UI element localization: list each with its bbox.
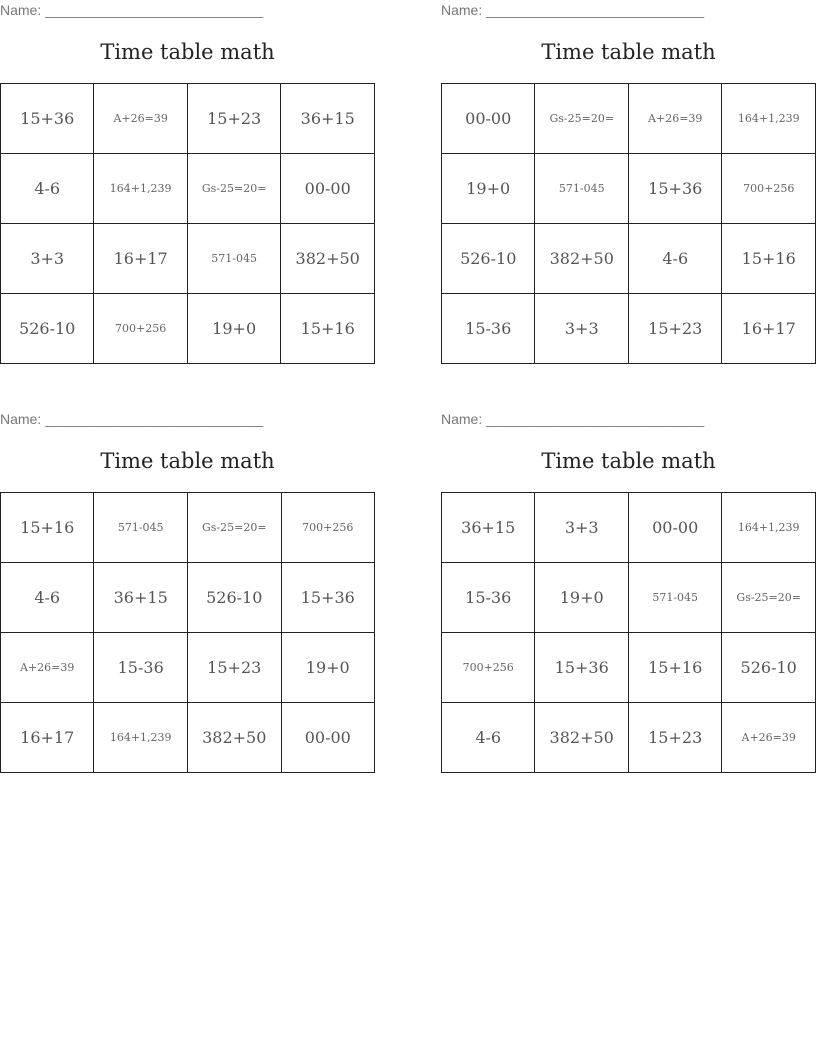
grid-cell: 700+256 — [281, 493, 374, 563]
grid-row — [1, 84, 375, 154]
grid-row — [442, 703, 816, 773]
grid-row — [442, 563, 816, 633]
worksheet-card-2 — [441, 0, 816, 338]
grid-cell: 15-36 — [94, 633, 188, 703]
grid-cell: 16+17 — [94, 224, 187, 294]
grid-cell: 15-36 — [442, 563, 535, 633]
grid-cell: 15+36 — [1, 84, 94, 154]
grid-cell: Gs-25=20= — [187, 154, 281, 224]
grid-row — [442, 224, 816, 294]
grid-cell: 19+0 — [442, 154, 535, 224]
grid-cell: 16+17 — [1, 703, 94, 773]
grid-cell: 164+1,239 — [722, 493, 816, 563]
worksheet-card-3 — [0, 409, 375, 747]
grid-row — [1, 224, 375, 294]
name-line: Name: ____________________________ — [441, 411, 705, 427]
grid-cell: 526-10 — [187, 563, 281, 633]
grid-cell: Gs-25=20= — [187, 493, 281, 563]
grid-cell: A+26=39 — [629, 84, 722, 154]
grid-cell: 571-045 — [535, 154, 629, 224]
grid-cell: 382+50 — [187, 703, 281, 773]
grid-cell: A+26=39 — [94, 84, 187, 154]
bingo-grid — [441, 492, 816, 773]
grid-cell: 526-10 — [442, 224, 535, 294]
worksheet-title: Time table math — [541, 40, 716, 64]
grid-row — [442, 84, 816, 154]
grid-cell: 571-045 — [94, 493, 188, 563]
grid-cell: 15+36 — [629, 154, 722, 224]
grid-cell: 00-00 — [628, 493, 721, 563]
grid-row — [442, 154, 816, 224]
grid-cell: 36+15 — [94, 563, 188, 633]
grid-cell: 15+16 — [281, 294, 375, 364]
grid-cell: 4-6 — [1, 154, 94, 224]
grid-cell: 571-045 — [187, 224, 281, 294]
grid-cell: 15+23 — [187, 633, 281, 703]
grid-cell: 15+16 — [628, 633, 721, 703]
grid-cell: 700+256 — [442, 633, 535, 703]
grid-cell: 3+3 — [535, 493, 629, 563]
grid-row — [1, 493, 375, 563]
bingo-grid — [0, 83, 375, 364]
grid-row — [1, 703, 375, 773]
grid-cell: 4-6 — [629, 224, 722, 294]
grid-cell: 382+50 — [535, 703, 629, 773]
worksheet-title: Time table math — [541, 449, 716, 473]
grid-row — [442, 633, 816, 703]
name-line: Name: ____________________________ — [0, 411, 264, 427]
grid-cell: 700+256 — [94, 294, 187, 364]
grid-cell: 36+15 — [442, 493, 535, 563]
grid-cell: 3+3 — [1, 224, 94, 294]
grid-cell: 15+16 — [1, 493, 94, 563]
bingo-grid — [441, 83, 816, 364]
grid-cell: 164+1,239 — [94, 154, 187, 224]
grid-row — [1, 154, 375, 224]
grid-row — [1, 563, 375, 633]
grid-cell: Gs-25=20= — [722, 563, 816, 633]
grid-cell: 19+0 — [187, 294, 281, 364]
grid-cell: 526-10 — [1, 294, 94, 364]
grid-cell: 382+50 — [535, 224, 629, 294]
grid-cell: 700+256 — [722, 154, 816, 224]
worksheet-card-4 — [441, 409, 816, 747]
worksheet-card-1 — [0, 0, 375, 338]
grid-cell: 4-6 — [1, 563, 94, 633]
grid-cell: 15+16 — [722, 224, 816, 294]
name-line: Name: ____________________________ — [441, 2, 705, 18]
grid-cell: 164+1,239 — [94, 703, 188, 773]
grid-cell: 15+23 — [187, 84, 281, 154]
name-line: Name: ____________________________ — [0, 2, 264, 18]
grid-row — [1, 633, 375, 703]
grid-cell: 00-00 — [281, 703, 374, 773]
grid-cell: 3+3 — [535, 294, 629, 364]
worksheet-title: Time table math — [100, 40, 275, 64]
grid-cell: 19+0 — [281, 633, 374, 703]
grid-row — [442, 493, 816, 563]
grid-cell: 36+15 — [281, 84, 375, 154]
grid-cell: A+26=39 — [1, 633, 94, 703]
grid-cell: 00-00 — [442, 84, 535, 154]
grid-cell: 19+0 — [535, 563, 629, 633]
grid-cell: 00-00 — [281, 154, 375, 224]
worksheet-title: Time table math — [100, 449, 275, 473]
grid-cell: 16+17 — [722, 294, 816, 364]
grid-row — [1, 294, 375, 364]
grid-cell: 15+36 — [535, 633, 629, 703]
grid-cell: 15+36 — [281, 563, 374, 633]
grid-cell: 571-045 — [628, 563, 721, 633]
grid-cell: A+26=39 — [722, 703, 816, 773]
grid-cell: 526-10 — [722, 633, 816, 703]
grid-cell: Gs-25=20= — [535, 84, 629, 154]
grid-cell: 15-36 — [442, 294, 535, 364]
grid-cell: 164+1,239 — [722, 84, 816, 154]
grid-cell: 15+23 — [629, 294, 722, 364]
grid-cell: 4-6 — [442, 703, 535, 773]
grid-cell: 382+50 — [281, 224, 375, 294]
grid-cell: 15+23 — [628, 703, 721, 773]
bingo-grid — [0, 492, 375, 773]
grid-row — [442, 294, 816, 364]
